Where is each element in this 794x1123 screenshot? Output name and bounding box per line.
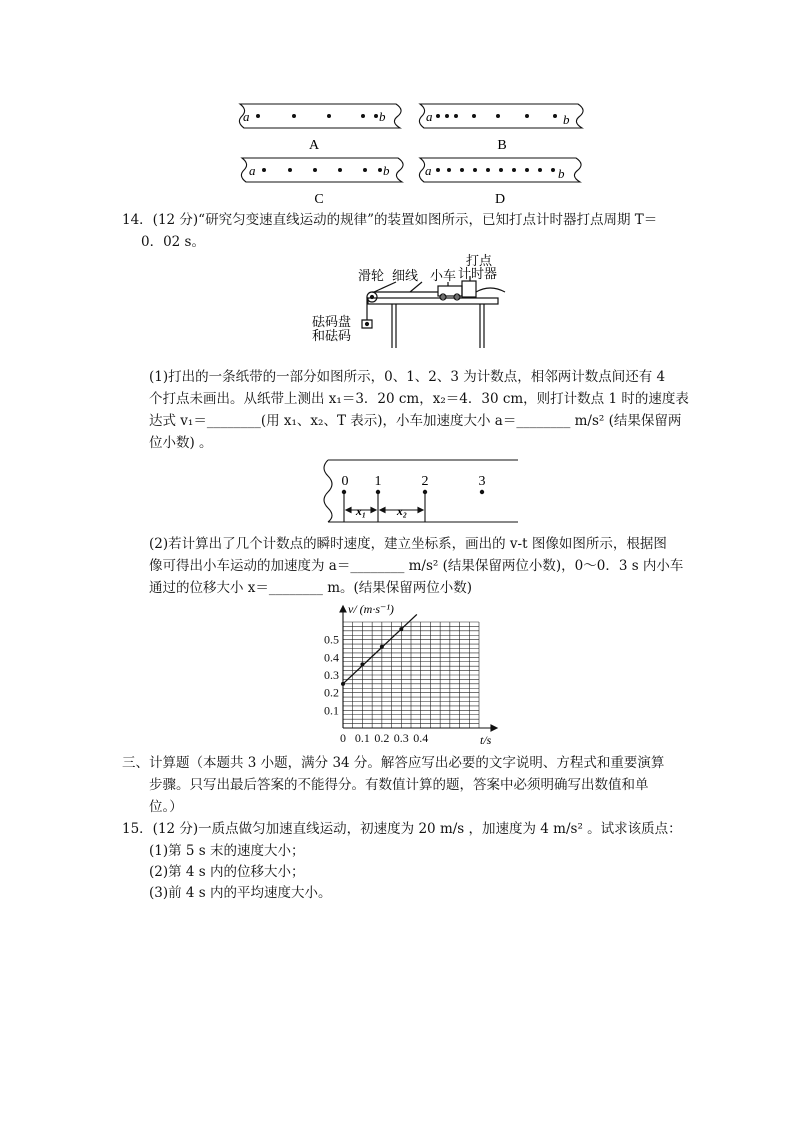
tape-c-caption: C xyxy=(314,192,324,207)
paper-tapes-figure xyxy=(230,92,590,207)
x-axis-label: t/s xyxy=(480,733,492,747)
y-axis-label: v/ (m·s⁻¹) xyxy=(348,602,394,616)
tape-c-right: b xyxy=(383,163,390,178)
q14-part1-line4: 位小数) 。 xyxy=(149,435,213,451)
label-cart: 小车 xyxy=(430,268,457,283)
tape-b-right: b xyxy=(563,112,570,127)
section3-line1: 三、计算题（本题共 3 小题，满分 34 分。解答应写出必要的文字说明、方程式和重要演算 xyxy=(122,755,665,771)
apparatus-figure xyxy=(312,253,520,352)
q14-stem-line2: 0．02 s。 xyxy=(141,234,205,250)
x-tick-label: 0.2 xyxy=(374,731,390,745)
section3-line2: 步骤。只写出最后答案的不能得分。有数值计算的题，答案中必须明确写出数值和单 xyxy=(149,777,649,793)
y-tick-label: 0.1 xyxy=(324,703,339,718)
q14-part2-line2: 像可得出小车运动的加速度为 a＝________ m/s² (结果保留两位小数)，0～0．3 s 内小车 xyxy=(149,558,684,574)
counting-tape-figure xyxy=(318,458,518,528)
tape-x2-label: x₂ xyxy=(396,504,408,518)
q14-part2-line3: 通过的位移大小 x＝________ m。(结果保留两位小数) xyxy=(149,580,473,596)
tape-b-outline xyxy=(419,104,583,128)
label-weights-1: 砝码盘 xyxy=(312,314,352,329)
tape-d-right: b xyxy=(558,166,565,181)
x-tick-label: 0.1 xyxy=(354,731,370,745)
tape-a-caption: A xyxy=(308,138,320,153)
q15-sub2: (2)第 4 s 内的位移大小； xyxy=(149,864,305,880)
tape-point-0: 0 xyxy=(341,474,349,489)
vt-chart xyxy=(310,598,510,748)
label-timer-1: 打点 xyxy=(466,253,493,268)
q14-stem-line1: 14．(12 分)“研究匀变速直线运动的规律”的装置如图所示，已知打点计时器打点周期 T＝ xyxy=(122,212,658,228)
tape-point-1: 1 xyxy=(374,474,382,489)
y-tick-label: 0.3 xyxy=(324,668,339,682)
data-point xyxy=(399,627,403,631)
q14-part1-line1: (1)打出的一条纸带的一部分如图所示，0、1、2、3 为计数点，相邻两计数点间还有 4 xyxy=(149,369,666,385)
label-timer-2: 计时器 xyxy=(458,266,498,281)
y-axis-arrow xyxy=(340,606,346,612)
data-point xyxy=(360,662,364,666)
x-tick-label: 0.4 xyxy=(413,731,429,745)
x-axis-arrow xyxy=(491,725,497,731)
tape-d-left: a xyxy=(425,163,432,178)
data-point xyxy=(380,645,384,649)
data-point xyxy=(341,682,345,686)
tape-a-left: a xyxy=(243,109,250,124)
series-line xyxy=(343,614,417,683)
section3-line3: 位。） xyxy=(149,799,183,815)
x-tick-label: 0 xyxy=(340,731,346,745)
label-weights-2: 和砝码 xyxy=(312,328,352,343)
q15-stem: 15．(12 分)一质点做匀加速直线运动，初速度为 20 m/s ，加速度为 4 m/s² 。试求该质点： xyxy=(122,821,682,837)
tape-point-2: 2 xyxy=(421,474,429,489)
table-top xyxy=(368,298,498,304)
q14-part2-line1: (2)若计算出了几个计数点的瞬时速度，建立坐标系，画出的 v-t 图像如图所示，根据图 xyxy=(149,536,667,552)
x-tick-label: 0.3 xyxy=(393,731,409,745)
timer-icon xyxy=(462,281,476,297)
tape-c-left: a xyxy=(249,163,256,178)
tape-b-left: a xyxy=(426,109,433,124)
y-tick-label: 0.5 xyxy=(324,632,339,647)
label-string: 细线 xyxy=(392,268,419,283)
tape-x1-label: x₁ xyxy=(355,504,367,518)
label-pulley: 滑轮 xyxy=(358,268,385,283)
tape-a-right: b xyxy=(379,109,386,124)
y-tick-label: 0.4 xyxy=(324,650,339,665)
tape-point-3: 3 xyxy=(478,474,486,489)
q15-sub1: (1)第 5 s 末的速度大小； xyxy=(149,843,305,859)
y-tick-label: 0.2 xyxy=(324,685,339,700)
q15-sub3: (3)前 4 s 内的平均速度大小。 xyxy=(149,885,332,901)
q14-part1-line3: 达式 v₁＝________(用 x₁、x₂、T 表示)，小车加速度大小 a＝________ m/s² (结果保留两 xyxy=(149,413,682,429)
q14-part1-line2: 个打点未画出。从纸带上测出 x₁＝3．20 cm，x₂＝4．30 cm，则打计数点 1 时的速度表 xyxy=(149,391,689,407)
tape-d-caption: D xyxy=(494,192,506,207)
tape-b-caption: B xyxy=(497,138,507,153)
